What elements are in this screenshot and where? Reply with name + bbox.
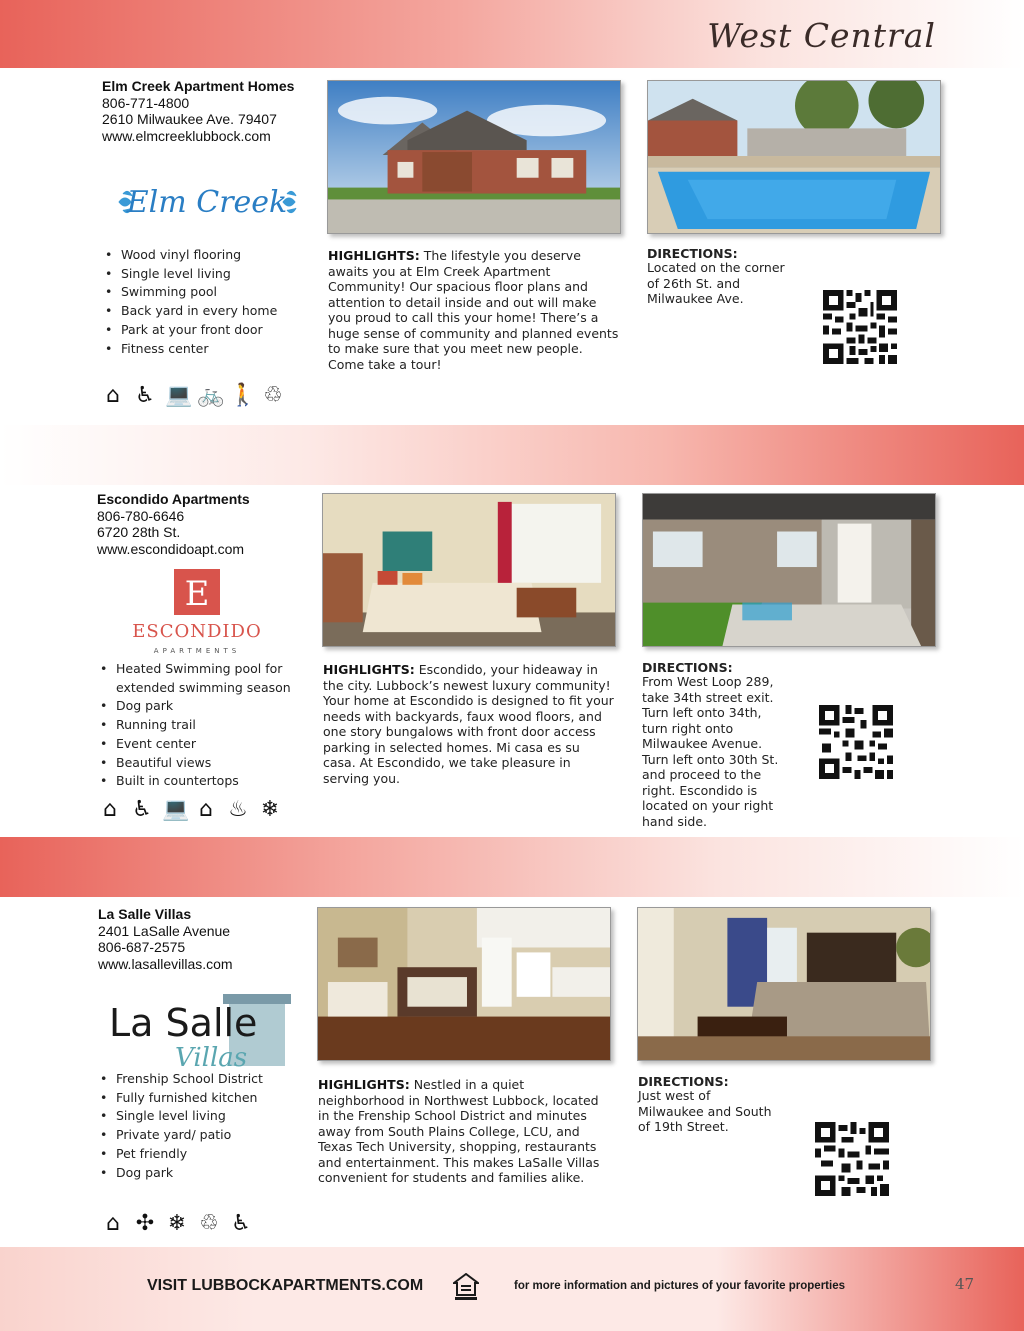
- fireplace-icon: ♨: [228, 797, 248, 822]
- footer-more-info: for more information and pictures of your favorite properties: [514, 1280, 845, 1292]
- highlights-text: [328, 248, 620, 372]
- wheelchair-icon: ♿: [132, 797, 152, 822]
- elm-creek-logo: [115, 180, 300, 225]
- list-item: • Heated Swimming pool for extended swimming season: [98, 660, 298, 697]
- listing-phone[interactable]: 806-687-2575: [98, 939, 186, 955]
- listing-contact: [102, 78, 294, 144]
- divider-band-1: [0, 425, 1024, 485]
- highlights-label: HIGHLIGHTS:: [318, 1077, 410, 1092]
- escondido-exterior-photo: [642, 493, 936, 647]
- list-item: • Park at your front door: [103, 321, 313, 340]
- elm-creek-building-photo: [327, 80, 621, 234]
- list-item: • Swimming pool: [103, 283, 313, 302]
- escondido-bedroom-photo: [322, 493, 616, 647]
- directions-label: DIRECTIONS:: [642, 660, 733, 675]
- equal-housing-icon: [453, 1273, 479, 1301]
- equal-housing-icon: ⌂: [103, 797, 117, 822]
- list-item: • Dog park: [98, 1164, 298, 1183]
- list-item: • Frenship School District: [98, 1070, 298, 1089]
- feature-list: [98, 1070, 298, 1182]
- wheelchair-icon: ♿: [135, 383, 155, 408]
- list-item: • Wood vinyl flooring: [103, 246, 313, 265]
- listing-website[interactable]: www.escondidoapt.com: [97, 540, 245, 557]
- list-item: • Event center: [98, 735, 298, 754]
- feature-list: [98, 660, 298, 791]
- pet-icon: 🚶: [229, 383, 257, 408]
- directions-text: [642, 662, 782, 829]
- amenity-icons: [101, 1212, 253, 1236]
- directions-text: [647, 248, 797, 307]
- highlights-body: Nestled in a quiet neighborhood in Northwest Lubbock, located in the Frenship School District and minutes away from South Plains College, LCU, and Texas Tech University, shopping, restaurants and entertainment. This makes LaSalle Villas convenient for students and families alike.: [318, 1077, 600, 1185]
- list-item: • Running trail: [98, 716, 298, 735]
- highlights-label: HIGHLIGHTS:: [328, 248, 420, 263]
- highlights-body: The lifestyle you deserve awaits you at Elm Creek Apartment Community! Our spacious floor plans and attention to detail inside and out will make you proud to call this your home! There’s a huge sense of community and planned events to make sure that you meet new people. Come take a tour!: [328, 248, 619, 372]
- escondido-logo: [122, 567, 272, 657]
- exercise-bike-icon: 🚲: [197, 383, 225, 408]
- laptop-icon: 💻: [162, 797, 190, 822]
- listing-phone[interactable]: 806-771-4800: [102, 94, 190, 111]
- laundry-icon: ♲: [263, 383, 283, 408]
- list-item: • Fitness center: [103, 340, 313, 359]
- highlights-text: [318, 1077, 610, 1186]
- listing-website[interactable]: www.lasallevillas.com: [98, 955, 233, 972]
- list-item: • Single level living: [98, 1107, 298, 1126]
- list-item: • Pet friendly: [98, 1145, 298, 1164]
- footer-visit-link[interactable]: VISIT LUBBOCKAPARTMENTS.COM: [147, 1277, 424, 1294]
- listing-address: 2401 LaSalle Avenue: [98, 922, 231, 939]
- directions-label: DIRECTIONS:: [647, 246, 738, 261]
- listing-contact: [97, 491, 250, 557]
- la-salle-kitchen-photo: [317, 907, 611, 1061]
- logo-text: Elm Creek: [126, 185, 288, 220]
- logo-subtext: APARTMENTS: [153, 647, 241, 655]
- equal-housing-icon: ⌂: [106, 383, 120, 408]
- listing-address: 2610 Milwaukee Ave. 79407: [102, 111, 277, 127]
- highlights-body: Escondido, your hideaway in the city. Lubbock’s newest luxury community! Your home at Escondido is designed to fit your needs with backyards, faux wood floors, and one story bungalows with front door access parking in selected homes. Mi casa es su casa. At Escondido, we take pleasure in serving you.: [323, 662, 614, 786]
- listing-phone[interactable]: 806-780-6646: [97, 507, 185, 524]
- directions-body: From West Loop 289, take 34th street exit. Turn left onto 34th, turn right onto Milwaukee Avenue. Turn left onto 30th St. and proceed to the right. Escondido is located on your right hand side.: [642, 674, 779, 829]
- ceiling-fan-icon: ✣: [135, 1211, 155, 1236]
- la-salle-logo: [105, 990, 295, 1070]
- laundry-icon: ♲: [199, 1211, 219, 1236]
- equal-housing-icon: ⌂: [106, 1211, 120, 1236]
- qr-code[interactable]: [823, 290, 897, 364]
- page-number: 47: [955, 1275, 975, 1293]
- directions-body: Just west of Milwaukee and South of 19th Street.: [638, 1088, 772, 1134]
- highlights-text: [323, 662, 615, 786]
- highlights-label: HIGHLIGHTS:: [323, 662, 415, 677]
- wheelchair-icon: ♿: [231, 1211, 251, 1236]
- listing-name: Escondido Apartments: [97, 491, 250, 507]
- list-item: • Back yard in every home: [103, 302, 313, 321]
- listing-name: La Salle Villas: [98, 906, 192, 922]
- elm-creek-pool-photo: [647, 80, 941, 234]
- snowflake-icon: ❄: [260, 797, 280, 822]
- la-salle-bedroom-photo: [637, 907, 931, 1061]
- logo-subtext: Villas: [175, 1043, 248, 1070]
- list-item: • Private yard/ patio: [98, 1126, 298, 1145]
- list-item: • Built in countertops: [98, 772, 298, 791]
- logo-text: ESCONDIDO: [132, 621, 262, 642]
- section-title: West Central: [707, 16, 936, 55]
- feature-list: [103, 246, 313, 358]
- list-item: • Single level living: [103, 265, 313, 284]
- list-item: • Dog park: [98, 697, 298, 716]
- directions-body: Located on the corner of 26th St. and Milwaukee Ave.: [647, 260, 785, 306]
- qr-code[interactable]: [815, 1122, 889, 1196]
- amenity-icons: [98, 798, 282, 822]
- directions-text: [638, 1076, 778, 1135]
- garage-icon: ⌂: [199, 797, 213, 822]
- amenity-icons: [101, 384, 285, 408]
- logo-text: La Salle: [109, 1001, 258, 1045]
- svg-text:E: E: [184, 574, 210, 614]
- snowflake-icon: ❄: [167, 1211, 187, 1236]
- list-item: • Fully furnished kitchen: [98, 1089, 298, 1108]
- listing-contact: [98, 906, 233, 972]
- divider-band-2: [0, 837, 1024, 897]
- laptop-icon: 💻: [165, 383, 193, 408]
- directions-label: DIRECTIONS:: [638, 1074, 729, 1089]
- qr-code[interactable]: [819, 705, 893, 779]
- list-item: • Beautiful views: [98, 754, 298, 773]
- listing-website[interactable]: www.elmcreeklubbock.com: [102, 127, 271, 144]
- listing-address: 6720 28th St.: [97, 524, 181, 540]
- listing-name: Elm Creek Apartment Homes: [102, 78, 295, 94]
